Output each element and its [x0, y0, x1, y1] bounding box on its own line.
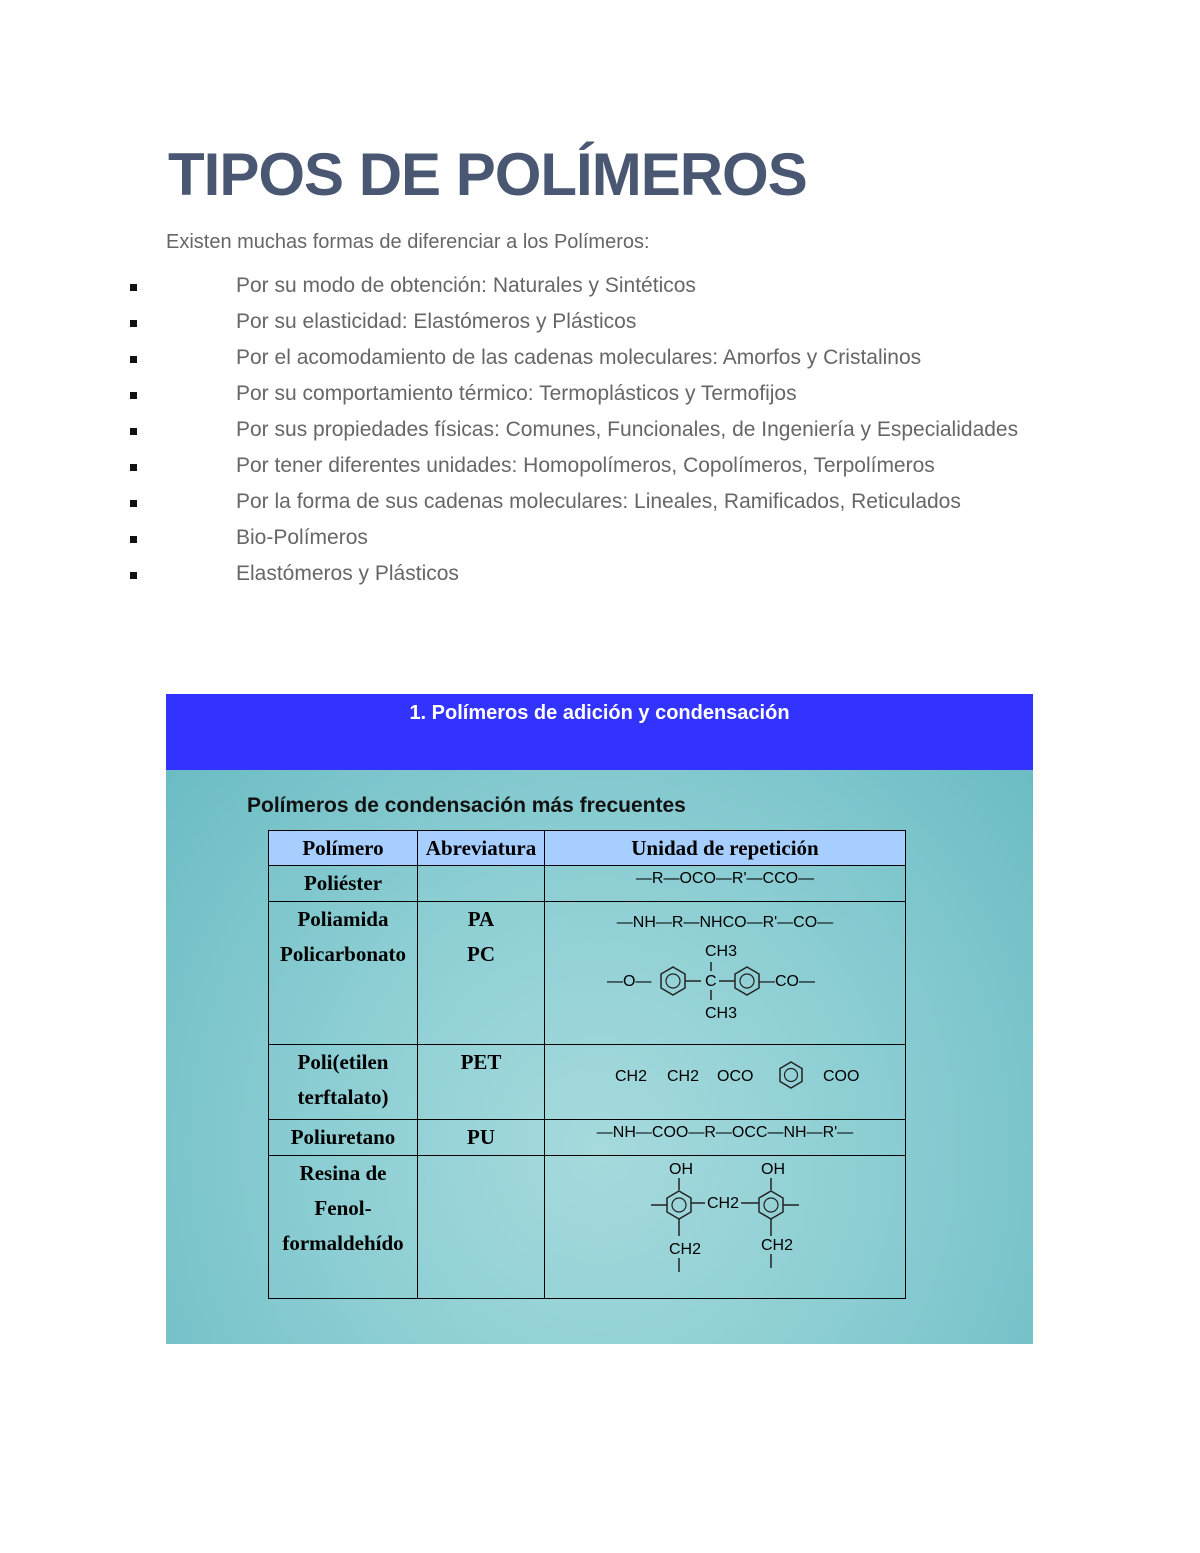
bullet-list — [130, 272, 1032, 596]
o-left-label: —O— — [607, 973, 652, 990]
oh-left-label: OH — [669, 1161, 693, 1178]
polymer-cell: Poliuretano — [269, 1120, 418, 1156]
unit-cell: —NH—COO—R—OCC—NH—R'— — [545, 1120, 906, 1156]
table-row — [269, 1045, 906, 1120]
slide-title: 1. Polímeros de adición y condensación — [409, 702, 790, 724]
header-repeat-unit: Unidad de repetición — [545, 831, 906, 866]
benzene-ring-icon — [661, 967, 685, 995]
pet-structure — [545, 1045, 905, 1113]
unit-cell: —R—OCO—R'—CCO— — [545, 866, 906, 902]
bullet-icon — [130, 392, 137, 399]
polymer-cell: Poli(etilen terftalato) — [269, 1045, 418, 1120]
pet-coo: COO — [823, 1068, 860, 1085]
list-item: Por sus propiedades físicas: Comunes, Funcionales, de Ingeniería y Especialidades — [130, 416, 1032, 444]
slide-image — [166, 694, 1033, 1344]
page-title: TIPOS DE POLÍMEROS — [168, 141, 807, 208]
abbr-cell: PU — [418, 1120, 545, 1156]
bullet-icon — [130, 536, 137, 543]
abbr-cell — [418, 866, 545, 902]
table-header-row — [269, 831, 906, 866]
polymer-cell: Poliamida Policarbonato — [269, 902, 418, 1045]
unit-cell — [545, 902, 906, 1045]
unit-cell — [545, 1156, 906, 1299]
list-item: Elastómeros y Plásticos — [130, 560, 1032, 588]
bullet-icon — [130, 428, 137, 435]
oh-right-label: OH — [761, 1161, 785, 1178]
bullet-icon — [130, 572, 137, 579]
ch3-bottom-label: CH3 — [705, 1005, 738, 1022]
header-polymer: Polímero — [269, 831, 418, 866]
phenol-formaldehyde-structure — [545, 1156, 905, 1292]
bullet-icon — [130, 356, 137, 363]
table-row — [269, 1120, 906, 1156]
polymer-cell: Resina de Fenol- formaldehído — [269, 1156, 418, 1299]
ch2-bridge-label: CH2 — [707, 1195, 740, 1212]
ch2-left-label: CH2 — [669, 1241, 702, 1258]
abbr-cell: PET — [418, 1045, 545, 1120]
table-row — [269, 1156, 906, 1299]
ch2-right-label: CH2 — [761, 1237, 794, 1254]
intro-text: Existen muchas formas de diferenciar a los Polímeros: — [166, 231, 650, 253]
pet-oco: OCO — [717, 1068, 754, 1085]
bullet-icon — [130, 464, 137, 471]
polymer-table — [268, 830, 906, 1299]
polyamide-formula: —NH—R—NHCO—R'—CO— — [616, 914, 834, 931]
bullet-icon — [130, 500, 137, 507]
list-item: Por tener diferentes unidades: Homopolímeros, Copolímeros, Terpolímeros — [130, 452, 1032, 480]
table-row — [269, 866, 906, 902]
benzene-ring-icon — [667, 1191, 691, 1219]
header-abbreviation: Abreviatura — [418, 831, 545, 866]
benzene-ring-icon — [780, 1062, 802, 1088]
bullet-icon — [130, 284, 137, 291]
slide-subtitle: Polímeros de condensación más frecuentes — [247, 794, 686, 817]
co-right-label: —CO— — [759, 973, 815, 990]
polyamide-polycarbonate-structure — [545, 902, 905, 1038]
benzene-ring-icon — [759, 1191, 783, 1219]
list-item: Bio-Polímeros — [130, 524, 1032, 552]
abbr-cell — [418, 1156, 545, 1299]
list-item: Por su modo de obtención: Naturales y Sintéticos — [130, 272, 1032, 300]
abbr-cell: PA PC — [418, 902, 545, 1045]
ch3-top-label: CH3 — [705, 943, 738, 960]
list-item: Por el acomodamiento de las cadenas moleculares: Amorfos y Cristalinos — [130, 344, 1032, 372]
unit-cell — [545, 1045, 906, 1120]
bullet-icon — [130, 320, 137, 327]
table-row — [269, 902, 906, 1045]
pet-ch2-a: CH2 — [615, 1068, 648, 1085]
list-item: Por su elasticidad: Elastómeros y Plásticos — [130, 308, 1032, 336]
list-item: Por la forma de sus cadenas moleculares: Lineales, Ramificados, Reticulados — [130, 488, 1032, 516]
benzene-ring-icon — [735, 967, 759, 995]
central-carbon-label: C — [705, 973, 717, 990]
polymer-cell: Poliéster — [269, 866, 418, 902]
list-item: Por su comportamiento térmico: Termoplásticos y Termofijos — [130, 380, 1032, 408]
pet-ch2-b: CH2 — [667, 1068, 700, 1085]
